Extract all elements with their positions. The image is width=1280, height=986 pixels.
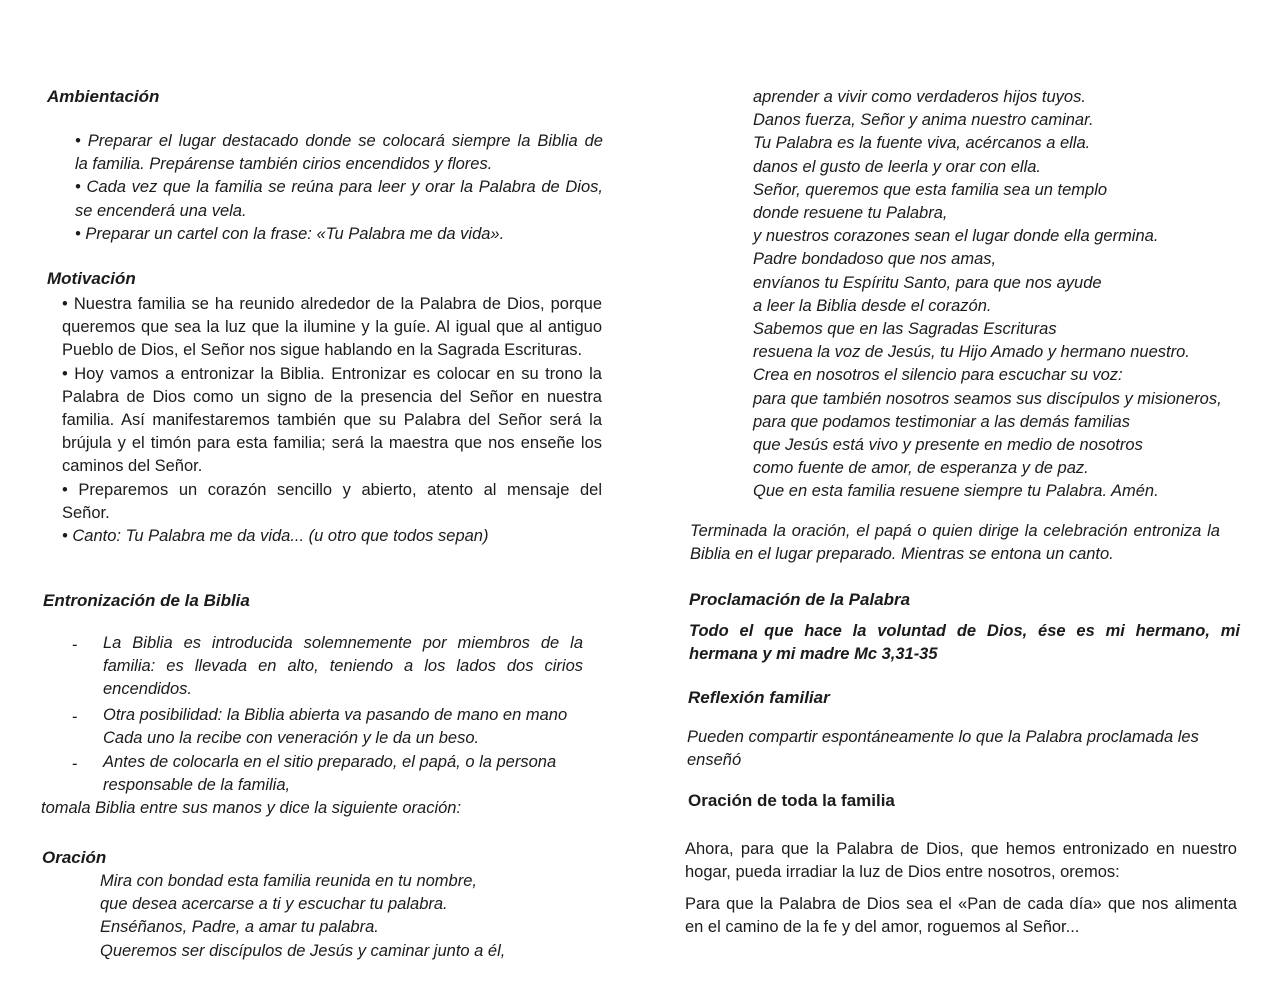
section-heading-ambientacion: Ambientación xyxy=(47,87,160,106)
text-line: aprender a vivir como verdaderos hijos tuyos. xyxy=(753,88,1086,106)
oracion-familia-para1 xyxy=(685,838,1237,884)
text-line: que Jesús está vivo y presente en medio de nosotros xyxy=(753,436,1143,455)
text-line: • Preparar el lugar destacado donde se colocará siempre la Biblia de xyxy=(75,132,603,150)
text-line: Mira con bondad esta familia reunida en tu nombre, xyxy=(100,872,477,890)
text-line: para que también nosotros seamos sus discípulos y misioneros, xyxy=(753,389,1222,408)
prayer-continuation xyxy=(753,86,1253,504)
section-heading-proclamacion: Proclamación de la Palabra xyxy=(689,590,911,609)
text-line: Pueblo de Dios, el Señor nos sigue hablando en la Sagrada Escrituras. xyxy=(62,341,583,360)
text-line: caminos del Señor. xyxy=(62,457,203,476)
section-heading-oracion: Oración xyxy=(42,848,107,867)
section-heading-entronizacion: Entronización de la Biblia xyxy=(43,591,250,610)
text-line: Queremos ser discípulos de Jesús y caminar junto a él, xyxy=(100,941,506,960)
text-line: y nuestros corazones sean el lugar donde ella germina. xyxy=(753,227,1159,246)
list-item xyxy=(103,632,583,702)
list-dash: - xyxy=(72,755,78,773)
text-line: Tu Palabra es la fuente viva, acércanos a ella. xyxy=(753,134,1091,153)
scripture-quote xyxy=(689,620,1240,666)
text-line: enseñó xyxy=(687,751,742,770)
list-item xyxy=(103,704,583,750)
text-line: • Nuestra familia se ha reunido alrededor de la Palabra de Dios, porque xyxy=(62,295,602,313)
text-line: • Hoy vamos a entronizar la Biblia. Entronizar es colocar en su trono la xyxy=(62,364,602,383)
text-line: se encenderá una vela. xyxy=(75,201,247,220)
text-line: hermana y mi madre Mc 3,31-35 xyxy=(689,645,938,664)
section-heading-reflexion: Reflexión familiar xyxy=(688,688,830,707)
text-line: resuena la voz de Jesús, tu Hijo Amado y hermano nuestro. xyxy=(753,343,1190,362)
rubric-text xyxy=(690,520,1220,566)
text-line: • Preparemos un corazón sencillo y abierto, atento al mensaje del xyxy=(62,480,602,499)
text-line: encendidos. xyxy=(103,680,192,699)
list-dash: - xyxy=(72,636,78,654)
text-line: brújula y el timón para esta familia; será la maestra que nos enseñe los xyxy=(62,434,602,453)
text-line: envíanos tu Espíritu Santo, para que nos ayude xyxy=(753,273,1102,292)
ambientacion-text xyxy=(75,130,603,246)
text-line: responsable de la familia, xyxy=(103,776,291,795)
text-line: como fuente de amor, de esperanza y de paz. xyxy=(753,459,1089,478)
text-line: • Cada vez que la familia se reúna para leer y orar la Palabra de Dios, xyxy=(75,178,603,197)
oracion-text xyxy=(100,870,540,963)
text-line: Ahora, para que la Palabra de Dios, que hemos entronizado en nuestro xyxy=(685,840,1237,858)
text-line: Antes de colocarla en el sitio preparado, el papá, o la persona xyxy=(103,753,557,771)
text-line: en el camino de la fe y del amor, roguemos al Señor... xyxy=(685,918,1080,937)
text-line: Otra posibilidad: la Biblia abierta va pasando de mano en mano xyxy=(103,706,568,724)
section-heading-motivacion: Motivación xyxy=(47,269,136,288)
text-line: que desea acercarse a ti y escuchar tu palabra. xyxy=(100,895,448,914)
motivacion-text xyxy=(62,293,602,548)
list-item xyxy=(103,751,583,797)
text-line: Que en esta familia resuene siempre tu Palabra. Amén. xyxy=(753,482,1159,501)
reflexion-text xyxy=(687,726,1217,772)
text-line: Enséñanos, Padre, a amar tu palabra. xyxy=(100,918,379,937)
text-line: • Preparar un cartel con la frase: «Tu Palabra me da vida». xyxy=(75,224,505,243)
text-line: Danos fuerza, Señor y anima nuestro caminar. xyxy=(753,111,1094,130)
entronizacion-closing: tomala Biblia entre sus manos y dice la siguiente oración: xyxy=(41,799,462,817)
text-line: Para que la Palabra de Dios sea el «Pan de cada día» que nos alimenta xyxy=(685,895,1237,913)
text-line: Biblia en el lugar preparado. Mientras se entona un canto. xyxy=(690,545,1114,564)
text-line: Padre bondadoso que nos amas, xyxy=(753,250,997,269)
oracion-familia-para2 xyxy=(685,893,1237,939)
list-dash: - xyxy=(72,708,78,726)
text-line: para que podamos testimoniar a las demás familias xyxy=(753,412,1130,431)
text-line: La Biblia es introducida solemnemente por miembros de la xyxy=(103,634,583,652)
text-line: familia: es llevada en alto, teniendo a los lados dos cirios xyxy=(103,657,583,676)
text-line: donde resuene tu Palabra, xyxy=(753,204,948,223)
text-line: Cada uno la recibe con veneración y le da un beso. xyxy=(103,729,480,748)
text-line: Pueden compartir espontáneamente lo que la Palabra proclamada les xyxy=(687,728,1199,746)
text-line: Todo el que hace la voluntad de Dios, ése es mi hermano, mi xyxy=(689,622,1240,640)
text-line: Señor. xyxy=(62,503,110,522)
text-line: Terminada la oración, el papá o quien dirige la celebración entroniza la xyxy=(690,522,1220,540)
text-line: queremos que sea la luz que la ilumine y la guíe. Al igual que al antiguo xyxy=(62,318,602,337)
text-line: Palabra de Dios como un signo de la presencia del Señor en nuestra xyxy=(62,387,602,406)
text-line: familia. Así manifestaremos también que su Palabra del Señor será la xyxy=(62,411,602,430)
text-line: a leer la Biblia desde el corazón. xyxy=(753,296,992,315)
text-line: danos el gusto de leerla y orar con ella. xyxy=(753,157,1042,176)
section-heading-oracion-familia: Oración de toda la familia xyxy=(688,791,895,810)
text-line: Señor, queremos que esta familia sea un templo xyxy=(753,180,1108,199)
text-line: la familia. Prepárense también cirios encendidos y flores. xyxy=(75,155,493,174)
text-line: hogar, pueda irradiar la luz de Dios entre nosotros, oremos: xyxy=(685,863,1120,882)
text-line: Sabemos que en las Sagradas Escrituras xyxy=(753,320,1057,339)
text-line: Crea en nosotros el silencio para escuchar su voz: xyxy=(753,366,1123,385)
text-line: • Canto: Tu Palabra me da vida... (u otro que todos sepan) xyxy=(62,527,489,546)
